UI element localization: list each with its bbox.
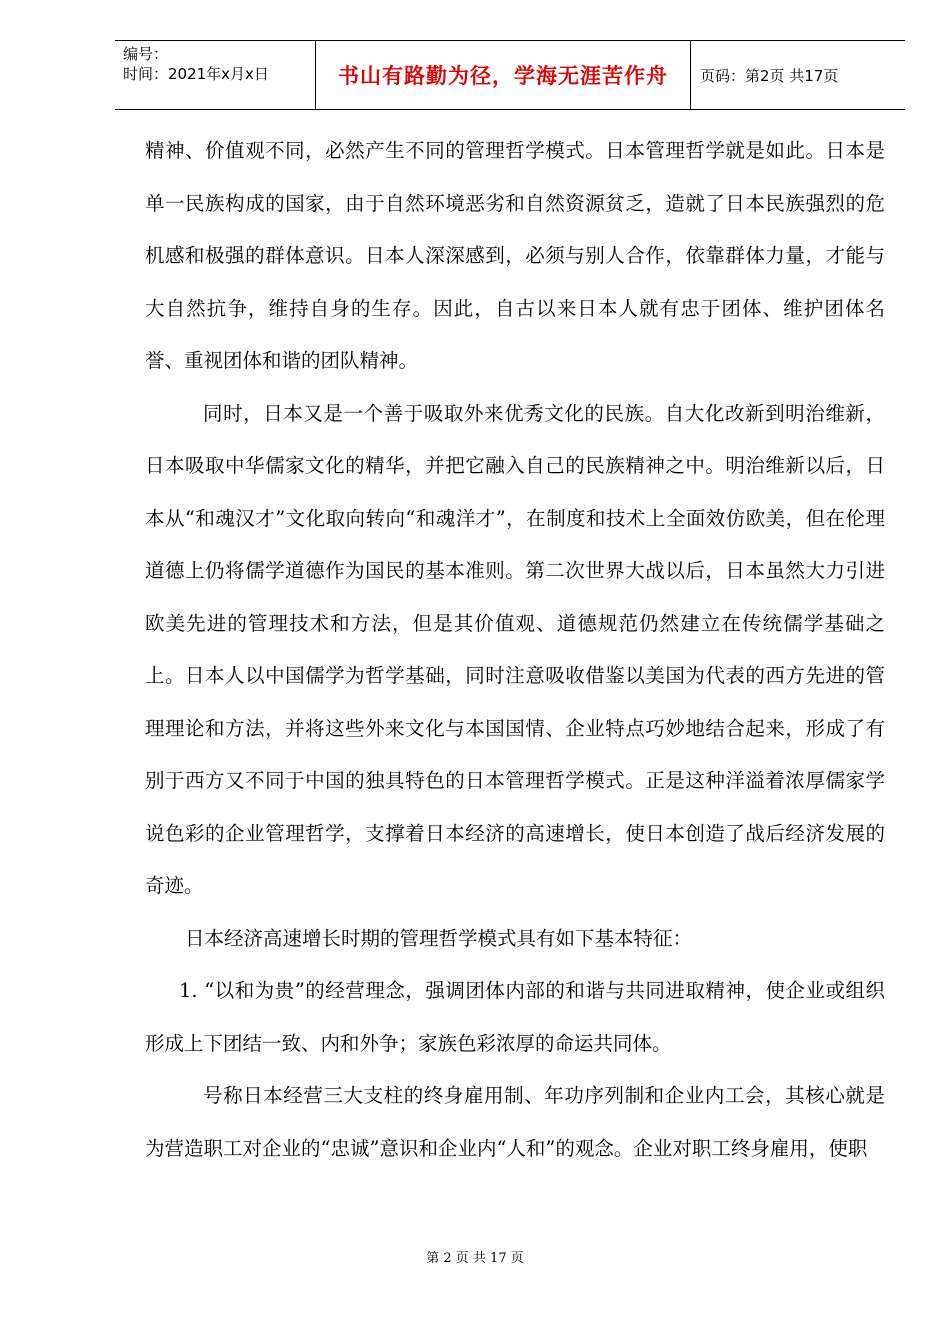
list-item: 1. “以和为贵”的经营理念，强调团体内部的和谐与共同进取精神，使企业或组织形成上下团结一致、内和外争；家族色彩浓厚的命运共同体。 [145,979,885,1055]
paragraph: 号称日本经营三大支柱的终身雇用制、年功序列制和企业内工会，其核心就是为营造职工对企业的“忠诚”意识和企业内“人和”的观念。企业对职工终身雇用，使职 [145,1084,885,1160]
page-code: 页码：第2页 共17页 [700,66,839,85]
page-header [115,40,905,110]
motto: 书山有路勤为径，学海无涯苦作舟 [338,64,668,88]
paragraph: 同时，日本又是一个善于吸取外来优秀文化的民族。自大化改新到明治维新，日本吸取中华儒家文化的精华，并把它融入自己的民族精神之中。明治维新以后，日本从“和魂汉才”文化取向转向“和魂洋才”，在制度和技术上全面效仿欧美，但在伦理道德上仍将儒学道德作为国民的基本准则。第二次世界大战以后，日本虽然大力引进欧美先进的管理技术和方法，但是其价值观、道德规范仍然建立在传统儒学基础之上。日本人以中国儒学为哲学基础，同时注意吸收借鉴以美国为代表的西方先进的管理理论和方法，并将这些外来文化与本国国情、企业特点巧妙地结合起来，形成了有别于西方又不同于中国的独具特色的日本管理哲学模式。正是这种洋溢着浓厚儒家学说色彩的企业管理哲学，支撑着日本经济的高速增长，使日本创造了战后经济发展的奇迹。 [145,401,885,897]
time-label: 时间：2021年x月x日 [123,65,269,83]
document-body [145,125,885,1175]
header-motto-cell [315,41,691,109]
page-footer: 第 2 页 共 17 页 [426,1251,524,1266]
paragraph: 日本经济高速增长时期的管理哲学模式具有如下基本特征： [185,926,693,950]
number-label: 编号： [123,45,169,63]
paragraph: 精神、价值观不同，必然产生不同的管理哲学模式。日本管理哲学就是如此。日本是单一民族构成的国家，由于自然环境恶劣和自然资源贫乏，造就了日本民族强烈的危机感和极强的群体意识。日本人深深感到，必须与别人合作，依靠群体力量，才能与大自然抗争，维持自身的生存。因此，自古以来日本人就有忠于团体、维护团体名誉、重视团体和谐的团队精神。 [145,139,885,372]
header-meta [115,41,315,109]
header-page-cell [690,41,905,109]
